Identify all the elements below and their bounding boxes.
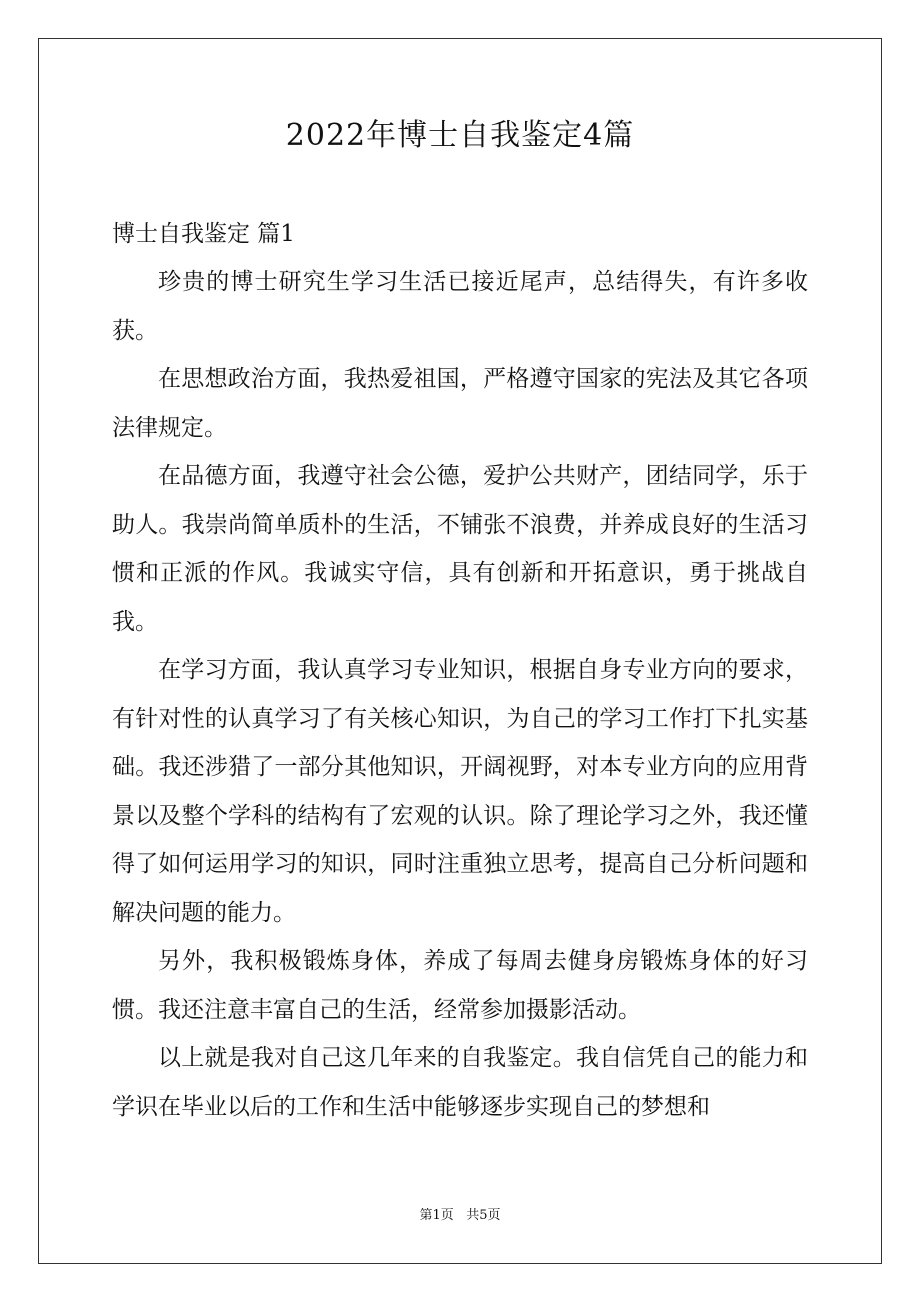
paragraph: 另外，我积极锻炼身体，养成了每周去健身房锻炼身体的好习惯。我还注意丰富自己的生活，经常参加摄影活动。 [112, 948, 808, 1023]
paragraph: 珍贵的博士研究生学习生活已接近尾声，总结得失，有许多收获。 [112, 269, 808, 344]
total-pages: 共5页 [466, 1208, 501, 1223]
section-heading: 博士自我鉴定 篇1 [112, 221, 295, 247]
paragraph: 在思想政治方面，我热爱祖国，严格遵守国家的宪法及其它各项法律规定。 [112, 366, 808, 441]
paragraph: 在品德方面，我遵守社会公德，爱护公共财产，团结同学，乐于助人。我崇尚简单质朴的生活，不铺张不浪费，并养成良好的生活习惯和正派的作风。我诚实守信，具有创新和开拓意识，勇于挑战自我。 [112, 463, 808, 635]
page-footer [0, 1206, 920, 1226]
page-number: 第1页 [419, 1208, 454, 1223]
paragraph: 在学习方面，我认真学习专业知识，根据自身专业方向的要求，有针对性的认真学习了有关核心知识，为自己的学习工作打下扎实基础。我还涉猎了一部分其他知识，开阔视野，对本专业方向的应用背景以及整个学科的结构有了宏观的认识。除了理论学习之外，我还懂得了如何运用学习的知识，同时注重独立思考，提高自己分析问题和解决问题的能力。 [112, 657, 808, 926]
paragraph: 以上就是我对自己这几年来的自我鉴定。我自信凭自己的能力和学识在毕业以后的工作和生活中能够逐步实现自己的梦想和 [112, 1045, 808, 1120]
document-body [112, 210, 808, 1131]
document-title: 2022年博士自我鉴定4篇 [285, 118, 635, 153]
